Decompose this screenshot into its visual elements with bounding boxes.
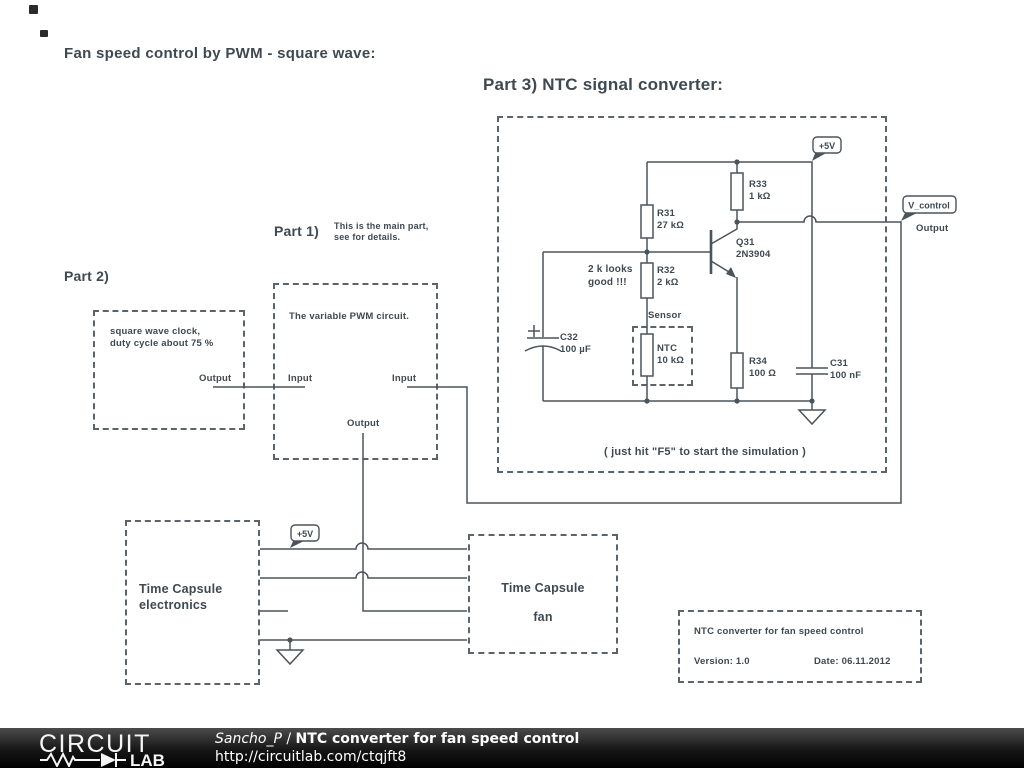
r31-label: R31 27 kΩ — [657, 208, 685, 231]
clock-box-text: square wave clock, duty cycle about 75 % — [110, 326, 214, 349]
supply-flag-electronics — [290, 525, 319, 548]
part1-note: This is the main part, see for details. — [334, 221, 429, 242]
fan-box-line1: Time Capsule — [501, 581, 585, 595]
r32-resistor — [641, 263, 653, 298]
banner-credit — [215, 731, 579, 766]
c32-label: C32 100 µF — [560, 332, 591, 355]
r31-resistor — [641, 205, 653, 238]
author-name: Sancho_P — [215, 731, 282, 747]
pwm-input-right-label: Input — [392, 373, 417, 384]
ground-icon — [799, 410, 825, 424]
logo-word-circuit: CIRCUIT — [39, 731, 151, 758]
date-label: Date: 06.11.2012 — [814, 656, 891, 667]
part3-heading: Part 3) NTC signal converter: — [483, 75, 724, 94]
q31-label: Q31 2N3904 — [736, 237, 771, 260]
q31-collector — [711, 222, 737, 244]
project-url: http://circuitlab.com/ctqjft8 — [215, 748, 407, 765]
vcontrol-output-label: Output — [916, 223, 949, 234]
r34-label: R34 100 Ω — [749, 356, 777, 379]
ground-icon — [277, 650, 303, 664]
sensor-label: Sensor — [648, 310, 682, 321]
ground-rail — [543, 346, 812, 401]
vcontrol-wire — [407, 216, 901, 503]
separator: / — [281, 731, 296, 747]
c32-plus-icon — [528, 325, 540, 337]
r32-label: R32 2 kΩ — [657, 265, 679, 288]
c31-capacitor — [796, 368, 828, 401]
c31-label: C31 100 nF — [830, 358, 862, 381]
clock-output-label: Output — [199, 373, 232, 384]
pwm-box-title: The variable PWM circuit. — [289, 311, 410, 322]
base-wire — [543, 252, 711, 337]
designer-note: 2 k looks good !!! — [588, 264, 633, 288]
circuitlab-banner — [0, 728, 1024, 768]
ntc-resistor — [641, 334, 653, 376]
r34-resistor — [731, 353, 743, 388]
version-box-title: NTC converter for fan speed control — [694, 626, 864, 637]
supply-wire — [647, 162, 812, 368]
pwm-input-left-label: Input — [288, 373, 313, 384]
pwm-output-label: Output — [347, 418, 380, 429]
r33-resistor — [731, 173, 743, 210]
q31-emitter-arrow — [726, 267, 736, 278]
page-title: Fan speed control by PWM - square wave: — [64, 45, 376, 62]
electronics-box-text: Time Capsule electronics — [139, 582, 223, 612]
supply-flag — [812, 137, 841, 161]
version-label: Version: 1.0 — [694, 656, 750, 667]
logo-word-lab: LAB — [130, 751, 165, 767]
part2-label: Part 2) — [64, 268, 109, 284]
fan-box-line2: fan — [533, 610, 553, 624]
svg-text:V_control: V_control — [908, 200, 950, 211]
svg-text:+5V: +5V — [296, 529, 314, 539]
pwm-output-wire — [363, 433, 467, 611]
circuitlab-logo — [38, 731, 198, 767]
simulation-note: ( just hit "F5" to start the simulation ) — [604, 446, 806, 458]
part1-label: Part 1) — [274, 223, 319, 239]
r33-label: R33 1 kΩ — [749, 179, 771, 202]
ntc-label: NTC 10 kΩ — [657, 343, 685, 366]
vcontrol-flag — [901, 196, 956, 221]
project-title: NTC converter for fan speed control — [295, 731, 580, 747]
svg-text:+5V: +5V — [818, 141, 836, 151]
